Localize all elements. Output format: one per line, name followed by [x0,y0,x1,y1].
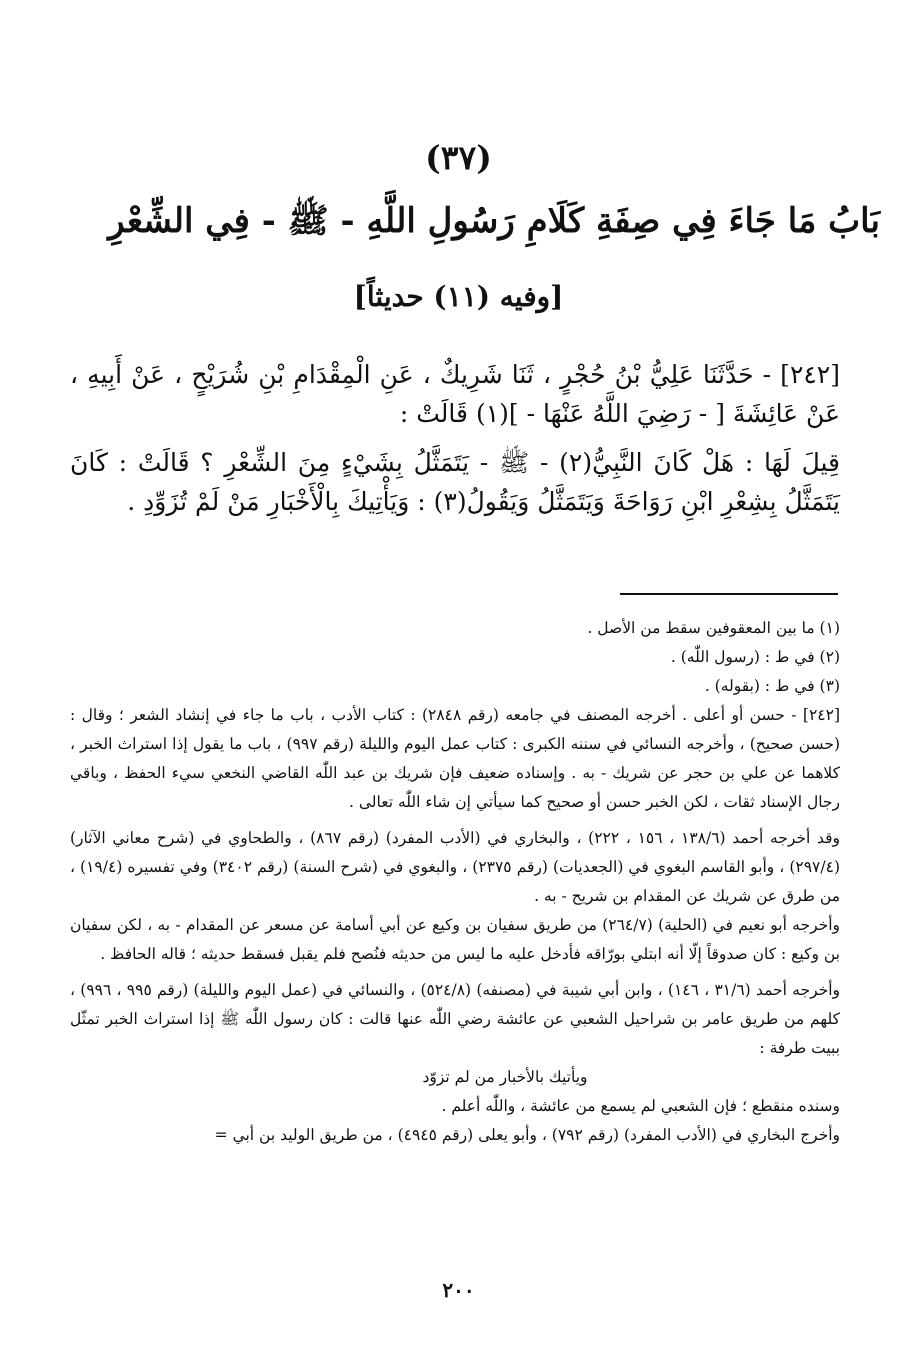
hadith-text [70,355,840,531]
chapter-title: بَابُ مَا جَاءَ فِي صِفَةِ كَلَامِ رَسُولِ اللَّهِ - ﷺ - فِي الشِّعْرِ [108,201,880,241]
verse-line: ويأتيك بالأخبار من لم تزوّد [422,1068,588,1086]
hadith-isnad: [٢٤٢] - حَدَّثَنَا عَلِيُّ بْنُ حُجْرٍ ، ثَنَا شَرِيكٌ ، عَنِ الْمِقْدَامِ بْنِ شُرَيْحٍ ، عَنْ أَبِيهِ ، عَنْ عَائِشَةَ [ - رَضِيَ اللَّهُ عَنْهَا - ](١) قَالَتْ : [70,360,840,428]
takhrij-paragraph: وأخرجه أبو نعيم في (الحلية) (٢٦٤/٧) من طريق سفيان بن وكيع عن أبي أسامة عن مسعر عن المقدام - به ، لكن سفيان بن وكيع : كان صدوقاً إلّا أنه ابتلي بورّاقه فأدخل عليه ما ليس من حديثه فنُصح فلم يقبل فسقط حديثه ؛ قاله الحافظ . [70,916,840,963]
takhrij-paragraph: [٢٤٢] - حسن أو أعلى . أخرجه المصنف في جامعه (رقم ٢٨٤٨) : كتاب الأدب ، باب ما جاء في إنشاد الشعر ؛ وقال : (حسن صحيح) ، وأخرجه النسائي في سننه الكبرى : كتاب عمل اليوم والليلة (رقم ٩٩٧) ، باب ما يقول إذا استراث الخبر ، كلاهما عن علي بن حجر عن شريك - به . وإسناده ضعيف فإن شريك بن عبد اللّٰه القاضي النخعي سيء الحفظ ، وباقي رجال الإسناد ثقات ، لكن الخبر حسن أو صحيح كما سيأتي إن شاء اللّٰه تعالى . [70,706,840,811]
chapter-number: (٣٧) [425,138,492,177]
hadith-matn: قِيلَ لَهَا : هَلْ كَانَ النَّبِيُّ(٢) - ﷺ - يَتَمَثَّلُ بِشَيْءٍ مِنَ الشِّعْرِ ؟ قَالَتْ : كَانَ يَتَمَثَّلُ بِشِعْرِ ابْنِ رَوَاحَةَ وَيَتَمَثَّلُ وَيَقُولُ(٣) : وَيَأْتِيكَ بِالْأَخْبَارِ مَنْ لَمْ تُزَوِّدِ . [70,448,840,516]
footnote-1: (١) ما بين المعقوفين سقط من الأصل . [587,619,840,637]
takhrij-paragraph: وأخرجه أحمد (٣١/٦ ، ١٤٦) ، وابن أبي شيبة في (مصنفه) (٥٢٤/٨) ، والنسائي في (عمل اليوم والليلة) (رقم ٩٩٥ ، ٩٩٦) ، كلهم من طريق عامر بن شراحيل الشعبي عن عائشة رضي اللّٰه عنها قالت : كان رسول اللّٰه ﷺ إذا استراث الخبر تمثّل ببيت طرفة : [70,981,841,1057]
footnote-separator [620,593,838,595]
footnote-3: (٣) في ط : (بقوله) . [704,677,840,695]
footnotes [70,614,840,1150]
hadith-count: [وفيه (١١) حديثاً] [353,280,564,313]
takhrij-paragraph: وسنده منقطع ؛ فإن الشعبي لم يسمع من عائشة ، واللّٰه أعلم . [441,1097,840,1115]
footnote-2: (٢) في ط : (رسول اللّٰه) . [670,648,840,666]
page-number: ٢٠٠ [442,1278,475,1302]
takhrij-paragraph: وأخرج البخاري في (الأدب المفرد) (رقم ٧٩٢) ، وأبو يعلى (رقم ٤٩٤٥) ، من طريق الوليد بن أبي = [214,1126,840,1144]
takhrij-paragraph: وقد أخرجه أحمد (١٣٨/٦ ، ١٥٦ ، ٢٢٢) ، والبخاري في (الأدب المفرد) (رقم ٨٦٧) ، والطحاوي في (شرح معاني الآثار) (٢٩٧/٤) ، وأبو القاسم البغوي في (الجعديات) (رقم ٢٣٧٥) ، والبغوي في (شرح السنة) (رقم ٣٤٠٢) وفي تفسيره (١٩/٤) ، من طرق عن شريك عن المقدام بن شريح - به . [70,829,841,905]
